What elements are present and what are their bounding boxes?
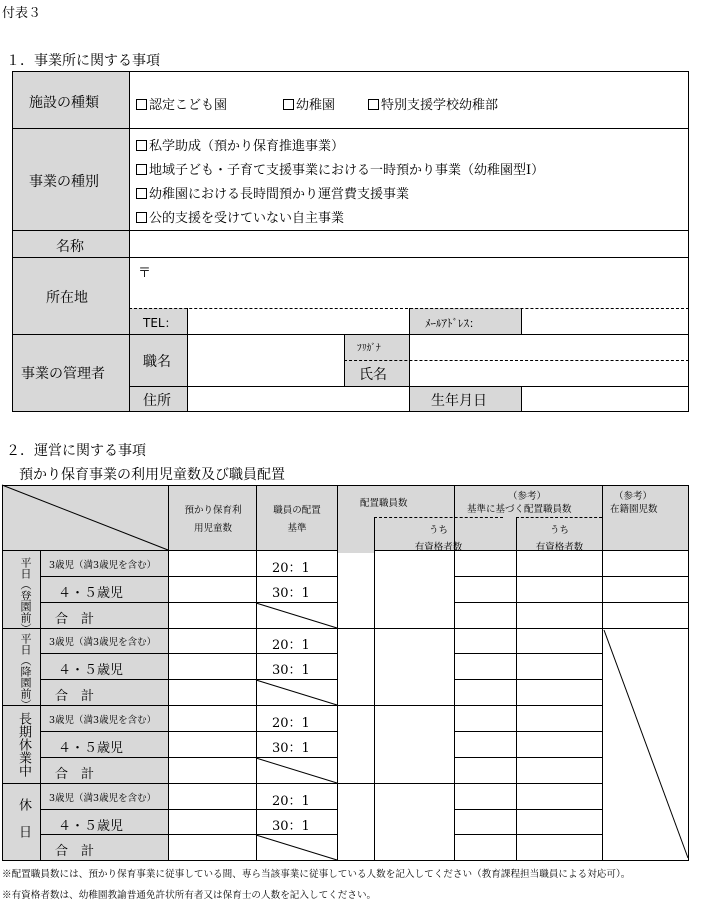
section2-title: ２．運営に関する事項 [6,443,146,459]
header-staff-ratio: 職員の配置 基準 [273,505,321,534]
business-option-temporary-care[interactable]: 地域子ども・子育て支援事業における一時預かり事業（幼稚園型Ⅰ） [136,159,544,178]
category-4-5yo: ４・５歳児 [58,741,124,756]
category-4-5yo: ４・５歳児 [58,586,124,601]
address-label: 所在地 [46,290,88,306]
facility-type-label: 施設の種類 [29,95,99,111]
business-option-long-hours[interactable]: 幼稚園における長時間預かり運営費支援事業 [136,183,409,202]
header-reference-1: （参考） [508,491,547,502]
manager-label: 事業の管理者 [21,366,105,382]
category-total: 合 計 [55,767,95,782]
header-qualified-1: うち 有資格者数 [414,525,463,553]
category-3yo: 3歳児（満3歳児を含む） [49,793,157,804]
category-3yo: 3歳児（満3歳児を含む） [49,560,157,571]
ratio-3yo: 20：1 [272,561,310,576]
ratio-4-5yo: 30：1 [272,741,310,756]
note-assigned-staff: ※配置職員数には、預かり保育事業に従事している間、専ら当該事業に従事している人数を記入してください（教育課程担当職員による対応可）。 [2,869,631,880]
business-option-independent[interactable]: 公的支援を受けていない自主事業 [136,207,344,226]
category-3yo: 3歳児（満3歳児を含む） [49,637,157,648]
ratio-4-5yo: 30：1 [272,663,310,678]
section2-subtitle: 預かり保育事業の利用児童数及び職員配置 [19,467,285,483]
business-type-label: 事業の種別 [29,174,99,190]
category-4-5yo: ４・５歳児 [58,663,124,678]
header-standard-staff: 基準に基づく配置職員数 [467,504,572,515]
group-label-long-holiday: 長期休業中 [16,712,31,777]
header-enrolled: 在籍園児数 [610,504,658,515]
manager-name-label: 氏名 [359,367,387,383]
category-3yo: 3歳児（満3歳児を含む） [49,715,157,726]
ratio-3yo: 20：1 [272,638,310,653]
furigana-label: ﾌﾘｶﾞﾅ [357,343,381,354]
manager-address-label: 住所 [143,393,171,409]
facility-option-kindergarten[interactable]: 幼稚園 [283,94,335,113]
tel-label: TEL： [143,316,177,330]
header-children-count: 預かり保育利 用児童数 [184,505,242,534]
section1-title: １．事業所に関する事項 [6,53,160,69]
category-total: 合 計 [55,844,95,859]
group-label-weekday-before: 平日（登園前） [19,557,32,634]
category-total: 合 計 [55,612,95,627]
facility-option-kodomoen[interactable]: 認定こども園 [136,94,227,113]
ratio-3yo: 20：1 [272,794,310,809]
category-total: 合 計 [55,689,95,704]
email-label: ﾒｰﾙｱﾄﾞﾚｽ： [425,317,480,330]
business-option-private-subsidy[interactable]: 私学助成（預かり保育推進事業） [136,135,344,154]
facility-option-special-school[interactable]: 特別支援学校幼稚部 [368,94,498,113]
note-qualified: ※有資格者数は、幼稚園教諭普通免許状所有者又は保育士の人数を記入してください。 [2,890,377,901]
ratio-3yo: 20：1 [272,716,310,731]
group-label-weekday-after: 平日（降園前） [19,633,32,710]
name-label: 名称 [56,239,84,255]
header-qualified-2: うち 有資格者数 [535,525,584,553]
header-assigned-staff: 配置職員数 [360,498,408,509]
ratio-4-5yo: 30：1 [272,586,310,601]
birthdate-label: 生年月日 [431,393,487,409]
position-label: 職名 [143,354,171,370]
ratio-4-5yo: 30：1 [272,819,310,834]
postal-mark: 〒 [138,266,152,281]
group-label-holiday: 休日 [16,798,31,852]
category-4-5yo: ４・５歳児 [58,819,124,834]
header-reference-2: （参考） [614,491,653,502]
appendix-label: 付表３ [2,6,42,21]
